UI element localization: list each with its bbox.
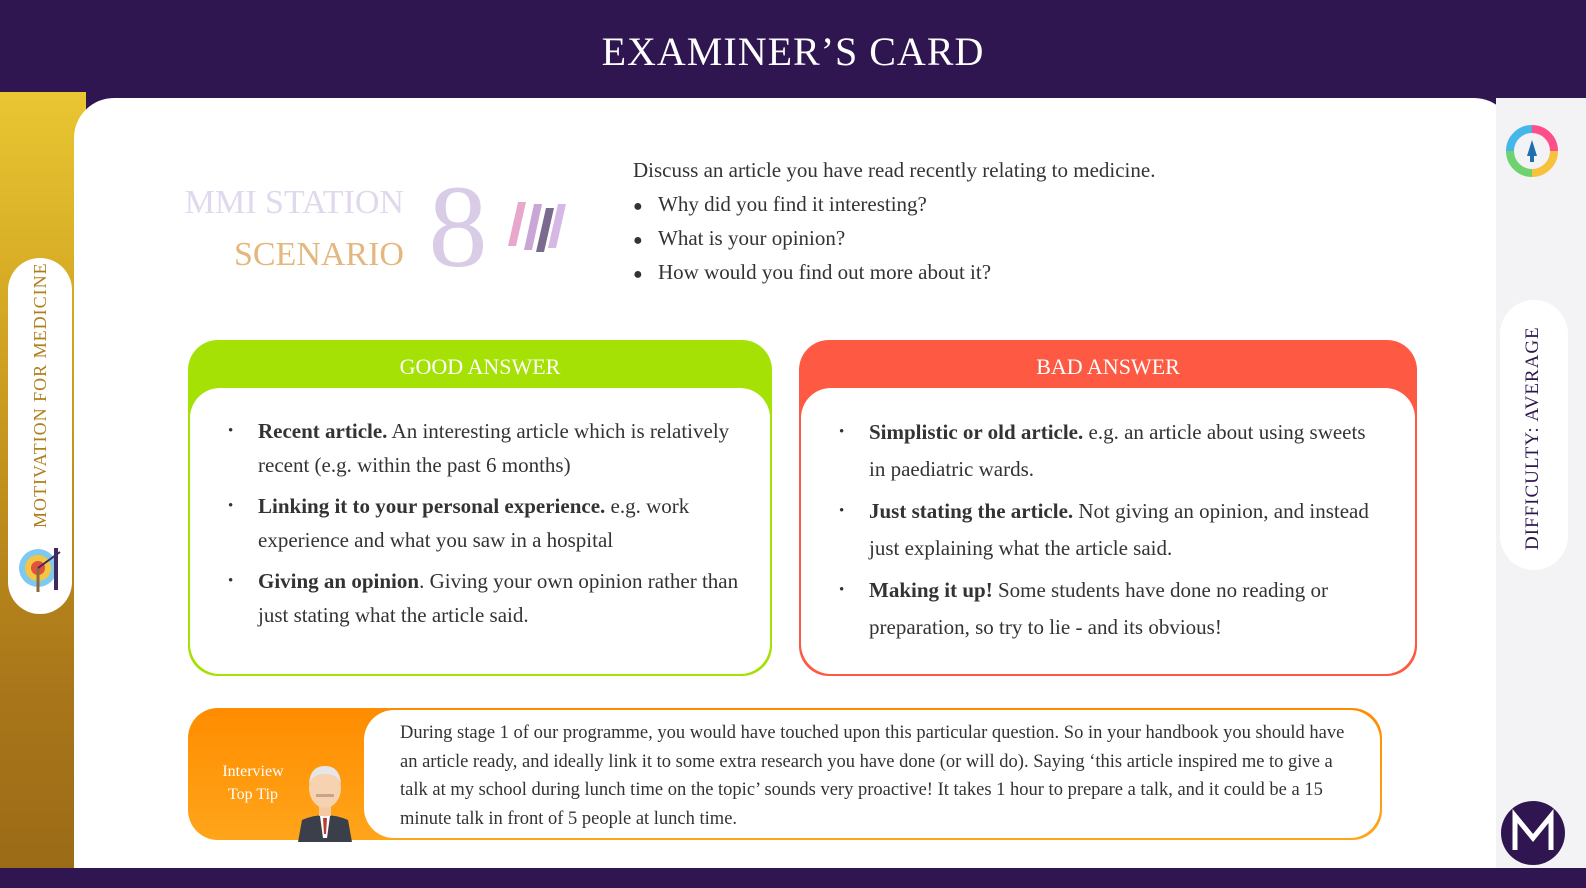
page-title: EXAMINER’S CARD	[601, 29, 985, 74]
list-item: • Recent article. An interesting article which is relatively recent (e.g. within the past 6 months)	[228, 419, 730, 477]
list-item: • Making it up! Some students have done no reading or preparation, so try to lie - and its obvious!	[839, 578, 1329, 639]
category-label: MOTIVATION FOR MEDICINE	[30, 262, 50, 528]
list-item: ● How would you find out more about it?	[633, 260, 992, 284]
good-answer-title: GOOD ANSWER	[399, 354, 561, 379]
bad-answer-title: BAD ANSWER	[1036, 354, 1180, 379]
list-item: ● What is your opinion?	[633, 226, 846, 250]
question-intro: Discuss an article you have read recently relating to medicine.	[633, 158, 1156, 182]
slash-marks-icon	[506, 198, 570, 254]
bad-answer-body	[801, 388, 1415, 674]
list-item: • Simplistic or old article. e.g. an article about using sweets in paediatric wards.	[839, 420, 1366, 481]
question-list	[633, 190, 991, 292]
ring-logo-icon	[1505, 124, 1559, 178]
scenario-label: SCENARIO	[233, 236, 404, 273]
tip-text: During stage 1 of our programme, you would have touched upon this particular question. So in your handbook you should have an article ready, and ideally link it to some extra research you have done (or will do). Saying ‘this article inspired me to give a talk at my school during lunch time on the topic’ sounds very proactive! It takes 1 hour to prepare a talk, and it could be a 15 minute talk in front of 5 people at lunch time.	[400, 723, 1345, 829]
list-item: • Giving an opinion. Giving your own opinion rather than just stating what the article said.	[228, 569, 739, 627]
list-item: • Linking it to your personal experience. e.g. work experience and what you saw in a hospital	[228, 494, 690, 552]
list-item: ● Why did you find it interesting?	[633, 192, 927, 216]
station-label: MMI STATION	[184, 184, 404, 221]
brand-logo-icon	[1500, 800, 1566, 866]
list-item: • Just stating the article. Not giving an opinion, and instead just explaining what the article said.	[839, 499, 1369, 560]
bad-answer-box	[799, 340, 1417, 676]
target-icon	[16, 542, 66, 598]
scenario-number: 8	[428, 161, 488, 292]
tip-label: Interview Top Tip	[222, 763, 284, 803]
footer-band	[0, 868, 1586, 888]
interviewer-icon	[294, 758, 356, 842]
good-answer-box	[188, 340, 772, 676]
good-answer-body	[190, 388, 770, 674]
difficulty-label: DIFFICULTY: AVERAGE	[1522, 326, 1543, 550]
